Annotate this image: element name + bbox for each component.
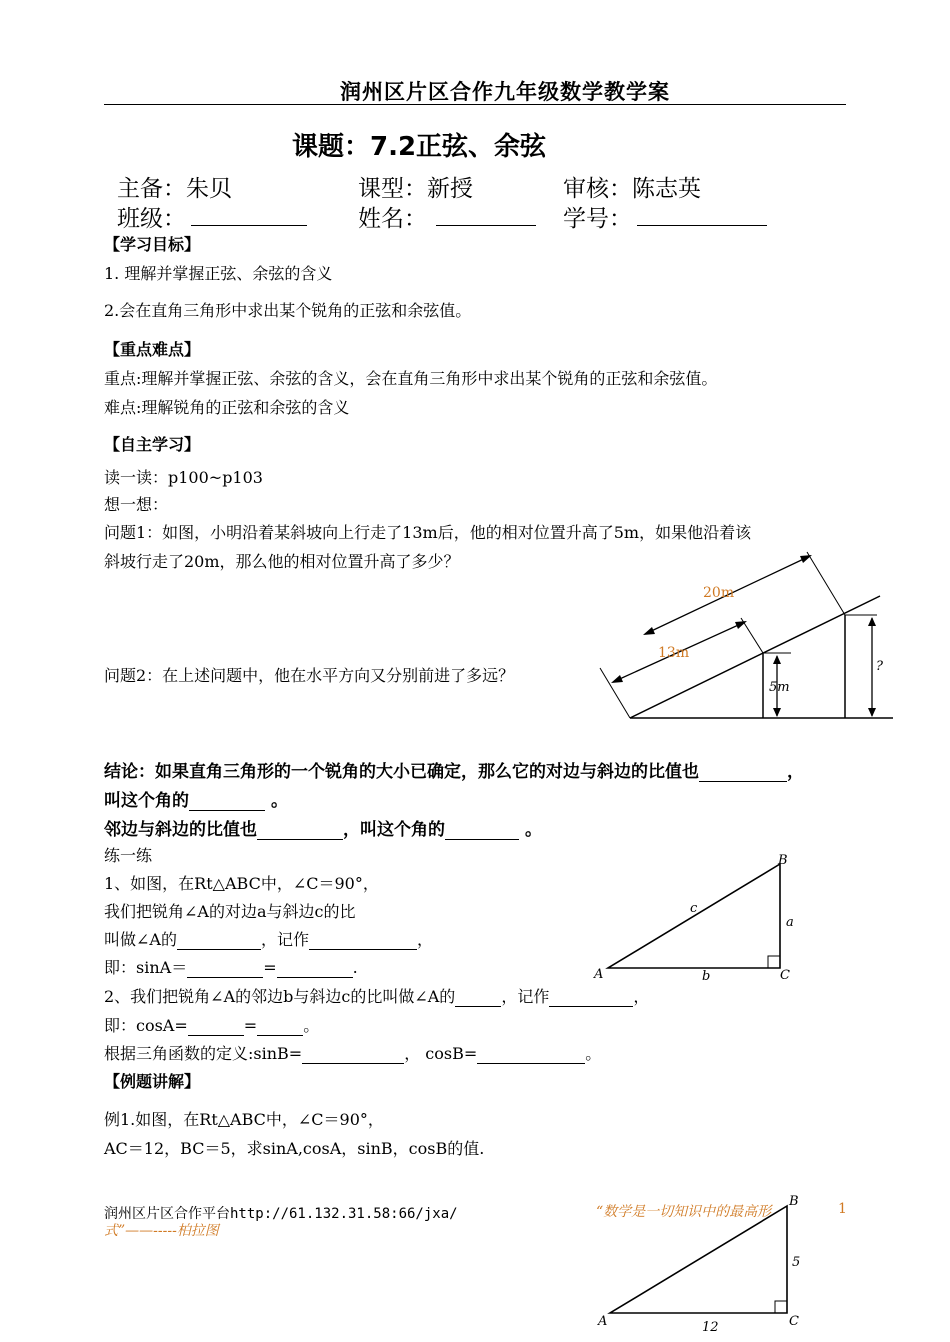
conclusion-blank-1[interactable] bbox=[699, 763, 787, 782]
practice-blank-1[interactable] bbox=[177, 931, 261, 950]
conclusion-blank-4[interactable] bbox=[445, 821, 519, 840]
practice-2-text-1b: ，记作 bbox=[501, 987, 550, 1006]
lesson-title: 课题：7.2正弦、余弦 bbox=[292, 132, 547, 162]
question-1-line-2: 斜坡行走了20m，那么他的相对位置升高了多少？ bbox=[104, 552, 460, 571]
info-number-field[interactable] bbox=[637, 225, 767, 226]
vertex-c-label: C bbox=[780, 968, 790, 983]
selfstudy-read: 读一读：p100~p103 bbox=[104, 468, 263, 487]
vertex-b-label: B bbox=[778, 853, 788, 868]
practice-3-text-a: 根据三角函数的定义:sinB= bbox=[104, 1044, 303, 1063]
footer-platform-link[interactable]: 润州区片区合作平台http://61.132.31.58:66/jxa/ bbox=[104, 1206, 458, 1222]
ex-side-bc-label: 5 bbox=[792, 1255, 801, 1270]
example-1-line-2: AC＝12，BC＝5，求sinA,cosA，sinB，cosB的值. bbox=[104, 1139, 485, 1158]
side-a-label: a bbox=[786, 915, 794, 930]
slope-figure bbox=[595, 550, 895, 725]
example-1-line-1: 例1.如图，在Rt△ABC中，∠C＝90°， bbox=[104, 1110, 384, 1129]
practice-blank-5[interactable] bbox=[455, 988, 501, 1007]
practice-blank-7[interactable] bbox=[188, 1017, 244, 1036]
practice-1-line-4 bbox=[104, 955, 358, 978]
label-5m: 5m bbox=[769, 680, 790, 695]
keypoint-important: 重点:理解并掌握正弦、余弦的含义，会在直角三角形中求出某个锐角的正弦和余弦值。 bbox=[104, 369, 718, 388]
selfstudy-heading: 【自主学习】 bbox=[104, 435, 201, 454]
practice-1-line-1: 1、如图，在Rt△ABC中，∠C＝90°， bbox=[104, 874, 379, 893]
practice-heading: 练一练 bbox=[104, 846, 153, 865]
ex-vertex-c-label: C bbox=[789, 1314, 799, 1329]
ex-side-ac-label: 12 bbox=[702, 1320, 719, 1335]
practice-1-punct-3: ， bbox=[416, 930, 433, 949]
info-reviewer: 审核：陈志英 bbox=[563, 176, 701, 202]
conclusion-text-3a: 邻边与斜边的比值也 bbox=[104, 820, 257, 840]
side-c-label: c bbox=[690, 901, 698, 916]
practice-blank-10[interactable] bbox=[477, 1045, 585, 1064]
practice-blank-6[interactable] bbox=[549, 988, 633, 1007]
practice-2-text-2b: = bbox=[243, 1016, 258, 1035]
triangle-abc-figure bbox=[592, 850, 802, 985]
conclusion-punct-2: 。 bbox=[271, 791, 288, 811]
ex-vertex-b-label: B bbox=[789, 1194, 799, 1209]
practice-2-line-1 bbox=[104, 984, 649, 1007]
question-1-line-1: 问题1：如图，小明沿着某斜坡向上行走了13m后，他的相对位置升高了5m，如果他沿着该 bbox=[104, 523, 752, 542]
practice-1-line-3 bbox=[104, 927, 433, 950]
info-class-field[interactable] bbox=[191, 225, 307, 226]
practice-blank-8[interactable] bbox=[257, 1017, 303, 1036]
keypoint-difficult: 难点:理解锐角的正弦和余弦的含义 bbox=[104, 398, 350, 417]
conclusion-line-2 bbox=[104, 786, 288, 811]
header-title: 润州区片区合作九年级数学教学案 bbox=[340, 80, 670, 104]
info-author: 主备：朱贝 bbox=[117, 176, 232, 202]
conclusion-text-3b: ，叫这个角的 bbox=[343, 820, 445, 840]
practice-blank-3[interactable] bbox=[187, 959, 263, 978]
label-question: ? bbox=[876, 659, 883, 674]
ex-vertex-a-label: A bbox=[598, 1314, 608, 1329]
conclusion-line-3 bbox=[104, 815, 542, 840]
keypoints-heading: 【重点难点】 bbox=[104, 340, 201, 359]
info-number-label: 学号： bbox=[563, 206, 632, 232]
side-b-label: b bbox=[702, 969, 711, 984]
page-number: 1 bbox=[838, 1201, 847, 1217]
practice-3-punct: 。 bbox=[585, 1044, 602, 1063]
conclusion-text-1: 结论：如果直角三角形的一个锐角的大小已确定，那么它的对边与斜边的比值也 bbox=[104, 762, 699, 782]
practice-1-text-4a: 即：sinA＝ bbox=[104, 958, 188, 977]
practice-blank-2[interactable] bbox=[309, 931, 417, 950]
conclusion-blank-2[interactable] bbox=[189, 792, 265, 811]
conclusion-punct-3: 。 bbox=[525, 820, 542, 840]
practice-blank-9[interactable] bbox=[302, 1045, 404, 1064]
practice-3-line bbox=[104, 1041, 601, 1064]
footer-quote-end: 式”——-----柏拉图 bbox=[104, 1223, 219, 1239]
objective-item: 2.会在直角三角形中求出某个锐角的正弦和余弦值。 bbox=[104, 301, 472, 320]
vertex-a-label: A bbox=[594, 967, 604, 982]
conclusion-punct-1: ， bbox=[787, 762, 804, 782]
practice-2-line-2 bbox=[104, 1013, 319, 1036]
info-name-field[interactable] bbox=[436, 225, 536, 226]
practice-1-text-3a: 叫做∠A的 bbox=[104, 930, 177, 949]
practice-2-punct-1: ， bbox=[633, 987, 650, 1006]
info-type: 课型：新授 bbox=[358, 176, 473, 202]
footer-quote: “数学是一切知识中的最高形 bbox=[596, 1204, 772, 1220]
practice-2-text-1a: 2、我们把锐角∠A的邻边b与斜边c的比叫做∠A的 bbox=[104, 987, 456, 1006]
objective-item: 1. 理解并掌握正弦、余弦的含义 bbox=[104, 264, 333, 283]
conclusion-blank-3[interactable] bbox=[257, 821, 343, 840]
selfstudy-think: 想一想： bbox=[104, 495, 169, 514]
practice-3-text-b: ， cosB= bbox=[404, 1044, 478, 1063]
practice-2-text-2a: 即：cosA= bbox=[104, 1016, 188, 1035]
practice-2-punct-2: 。 bbox=[303, 1016, 320, 1035]
practice-1-text-4b: = bbox=[263, 958, 277, 977]
label-20m: 20m bbox=[703, 585, 735, 601]
info-class-label: 班级： bbox=[117, 206, 186, 232]
objectives-heading: 【学习目标】 bbox=[104, 235, 201, 254]
practice-1-text-3b: ，记作 bbox=[260, 930, 309, 949]
label-13m: 13m bbox=[658, 645, 690, 661]
info-name-label: 姓名： bbox=[358, 206, 427, 232]
practice-1-line-2: 我们把锐角∠A的对边a与斜边c的比 bbox=[104, 902, 356, 921]
practice-1-punct-4: . bbox=[352, 958, 358, 977]
conclusion-text-2: 叫这个角的 bbox=[104, 791, 189, 811]
header-rule bbox=[104, 104, 846, 105]
question-2: 问题2：在上述问题中，他在水平方向又分别前进了多远？ bbox=[104, 666, 515, 685]
example-triangle-figure bbox=[592, 1192, 812, 1337]
practice-blank-4[interactable] bbox=[277, 959, 353, 978]
conclusion-line-1 bbox=[104, 757, 804, 782]
example-heading: 【例题讲解】 bbox=[104, 1072, 201, 1091]
